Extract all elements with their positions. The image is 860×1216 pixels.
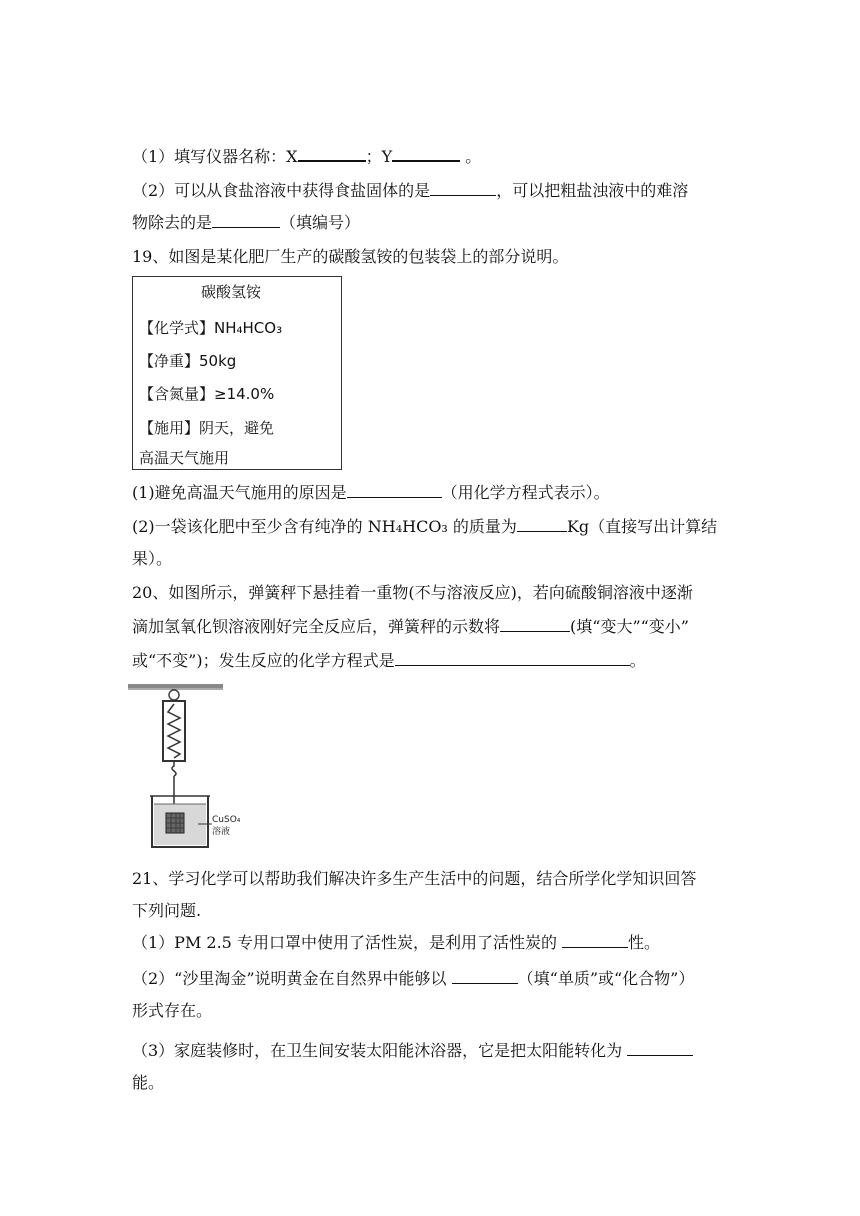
spring-scale-figure xyxy=(128,682,258,852)
q21-line2: 下列问题. xyxy=(132,901,202,920)
q18-line1: （1）填写仪器名称：X ；Y 。 xyxy=(132,147,482,166)
answer-blank[interactable] xyxy=(627,1040,693,1056)
spring-scale-body xyxy=(163,701,185,761)
q21-p2-cont: 形式存在。 xyxy=(132,1001,213,1020)
answer-blank[interactable] xyxy=(298,145,366,162)
q19-p2-cont: 果）。 xyxy=(132,549,173,568)
q21-p2: （2）“沙里淘金”说明黄金在自然界中能够以 （填“单质”或“化合物”） xyxy=(132,969,695,988)
answer-blank[interactable] xyxy=(562,932,628,948)
answer-blank[interactable] xyxy=(517,516,567,532)
answer-blank[interactable] xyxy=(392,145,460,162)
q21-line1: 21、学习化学可以帮助我们解决许多生产生活中的问题，结合所学化学知识回答 xyxy=(132,869,697,888)
answer-blank[interactable] xyxy=(395,650,630,666)
label-usage: 【施用】阴天，避免 xyxy=(139,419,275,437)
q19-intro: 19、如图是某化肥厂生产的碳酸氢铵的包装袋上的部分说明。 xyxy=(132,247,569,266)
q20-line2: 滴加氢氧化钡溶液刚好完全反应后，弹簧秤的示数将 (填“变大”“变小” xyxy=(132,617,689,636)
q18-line3: 物除去的是 （填编号） xyxy=(132,213,361,232)
ceiling-bar xyxy=(128,684,223,688)
hook-ring xyxy=(169,690,179,700)
label-usage-cont: 高温天气施用 xyxy=(139,449,230,467)
fertilizer-label-image xyxy=(132,276,342,470)
q19-p2: (2)一袋该化肥中至少含有纯净的 NH₄HCO₃ 的质量为 Kg（直接写出计算结 xyxy=(132,517,718,536)
solution-label: 溶液 xyxy=(212,827,231,837)
q21-p3: （3）家庭装修时，在卫生间安装太阳能沐浴器，它是把太阳能转化为 xyxy=(132,1040,693,1062)
answer-blank[interactable] xyxy=(430,180,496,196)
answer-blank[interactable] xyxy=(452,968,518,984)
q20-line1: 20、如图所示，弹簧秤下悬挂着一重物(不与溶液反应)，若向硫酸铜溶液中逐渐 xyxy=(132,583,693,602)
q19-p1: (1)避免高温天气施用的原因是 （用化学方程式表示）。 xyxy=(132,483,610,502)
answer-blank[interactable] xyxy=(500,616,570,632)
q20-line3: 或“不变”)；发生反应的化学方程式是 。 xyxy=(132,651,646,670)
answer-blank[interactable] xyxy=(347,482,442,498)
q21-p3-cont: 能。 xyxy=(132,1073,165,1092)
cuso4-label: CuSO₄ xyxy=(212,815,241,825)
scale-hook xyxy=(172,761,176,776)
q21-p1: （1）PM 2.5 专用口罩中使用了活性炭，是利用了活性炭的 性。 xyxy=(132,933,661,952)
q18-line2: （2）可以从食盐溶液中获得食盐固体的是 ，可以把粗盐浊液中的难溶 xyxy=(132,181,689,200)
label-weight: 【净重】50kg xyxy=(139,352,237,370)
label-title: 碳酸氢铵 xyxy=(201,283,262,301)
answer-blank[interactable] xyxy=(212,212,280,228)
label-formula: 【化学式】NH₄HCO₃ xyxy=(139,319,283,337)
label-nitrogen: 【含氮量】≥14.0% xyxy=(139,385,275,403)
